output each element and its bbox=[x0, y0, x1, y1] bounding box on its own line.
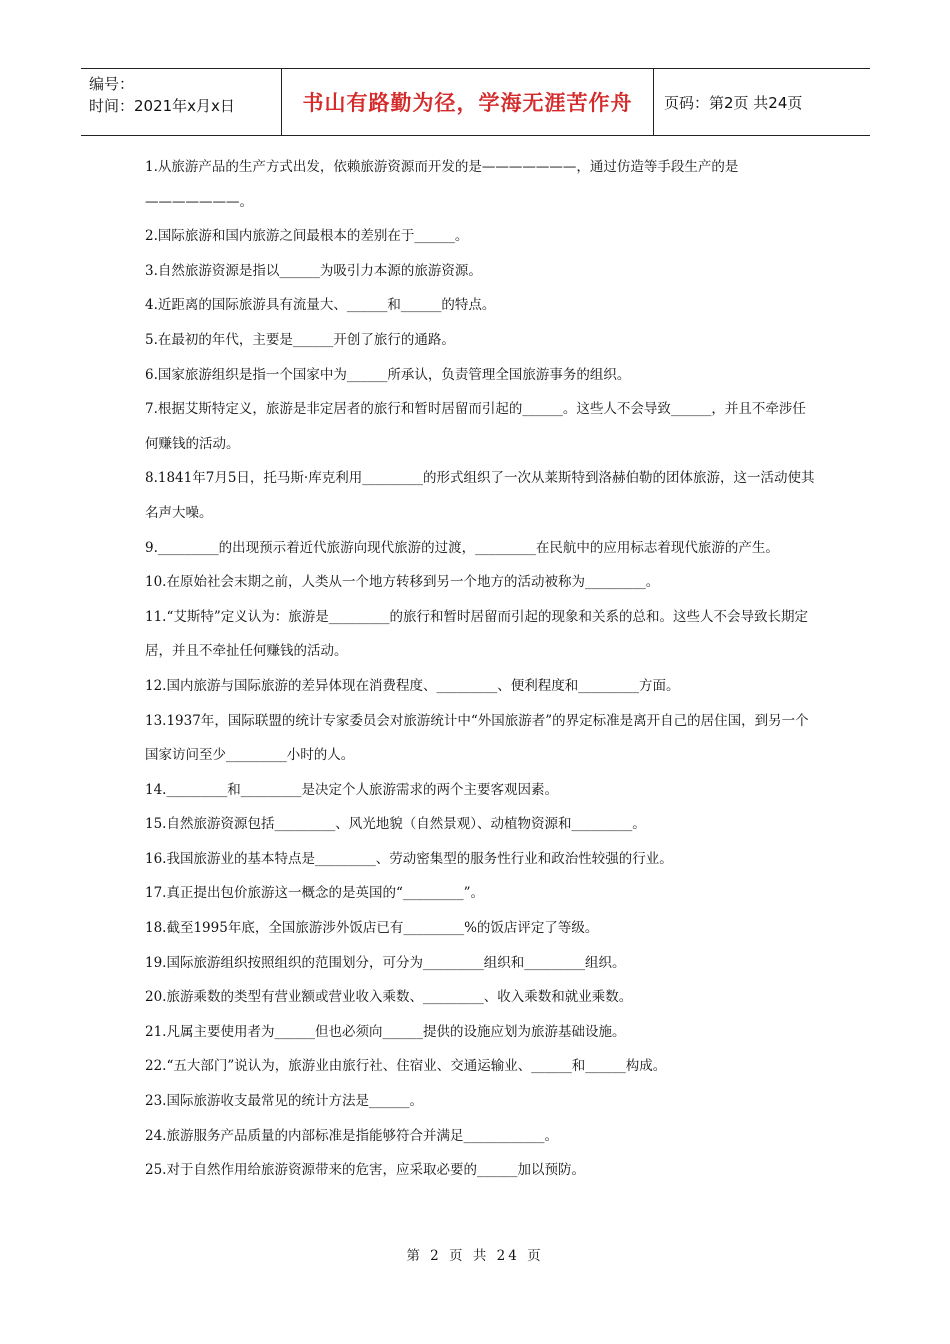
question-item: 21.凡属主要使用者为______但也必须向______提供的设施应划为旅游基础设施。 bbox=[145, 1023, 626, 1040]
document-code-label: 编号： bbox=[89, 75, 135, 93]
question-item: 5.在最初的年代，主要是______开创了旅行的通路。 bbox=[145, 331, 455, 348]
question-item: 6.国家旅游组织是指一个国家中为______所承认，负责管理全国旅游事务的组织。 bbox=[145, 366, 631, 383]
header-motto: 书山有路勤为径，学海无涯苦作舟 bbox=[282, 69, 654, 135]
question-item: 19.国际旅游组织按照组织的范围划分，可分为_________组织和_________组织。 bbox=[145, 954, 626, 971]
question-item: 7.根据艾斯特定义，旅游是非定居者的旅行和暂时居留而引起的______。这些人不会导致______，并且不牵涉任何赚钱的活动。 bbox=[145, 401, 806, 452]
question-item: 13.1937年，国际联盟的统计专家委员会对旅游统计中“外国旅游者”的界定标准是离开自己的居住国，到另一个国家访问至少_________小时的人。 bbox=[145, 712, 809, 764]
question-item: 9._________的出现预示着近代旅游向现代旅游的过渡，_________在民航中的应用标志着现代旅游的产生。 bbox=[145, 539, 779, 556]
question-item: 11.“艾斯特”定义认为：旅游是_________的旅行和暂时居留而引起的现象和关系的总和。这些人不会导致长期定居，并且不牵扯任何赚钱的活动。 bbox=[145, 608, 809, 660]
header-page-info: 页码：第2页 共24页 bbox=[664, 93, 803, 112]
question-item: 25.对于自然作用给旅游资源带来的危害，应采取必要的______加以预防。 bbox=[145, 1162, 585, 1179]
question-item: 18.截至1995年底，全国旅游涉外饭店已有_________%的饭店评定了等级。 bbox=[145, 920, 599, 937]
question-item: 14._________和_________是决定个人旅游需求的两个主要客观因素。 bbox=[145, 781, 558, 798]
document-header bbox=[81, 68, 870, 136]
question-item: 2.国际旅游和国内旅游之间最根本的差别在于______。 bbox=[145, 228, 469, 245]
question-item: 4.近距离的国际旅游具有流量大、______和______的特点。 bbox=[145, 297, 496, 314]
header-meta-cell bbox=[81, 69, 282, 135]
document-time-label: 时间：2021年x月x日 bbox=[89, 97, 235, 115]
question-item: 17.真正提出包价旅游这一概念的是英国的“_________”。 bbox=[145, 885, 485, 902]
question-item: 20.旅游乘数的类型有营业额或营业收入乘数、_________、收入乘数和就业乘数。 bbox=[145, 989, 633, 1006]
question-item: 3.自然旅游资源是指以______为吸引力本源的旅游资源。 bbox=[145, 262, 482, 279]
question-item: 8.1841年7月5日，托马斯·库克利用_________的形式组织了一次从莱斯特到洛赫伯勒的团体旅游，这一活动使其名声大噪。 bbox=[145, 470, 815, 521]
question-item: 16.我国旅游业的基本特点是_________、劳动密集型的服务性行业和政治性较强的行业。 bbox=[145, 850, 673, 867]
question-item: 10.在原始社会末期之前，人类从一个地方转移到另一个地方的活动被称为_________。 bbox=[145, 574, 660, 591]
question-item: 12.国内旅游与国际旅游的差异体现在消费程度、_________、便利程度和_________方面。 bbox=[145, 677, 680, 694]
page-footer: 第 2 页 共 24 页 bbox=[406, 1248, 544, 1264]
question-item: 23.国际旅游收支最常见的统计方法是______。 bbox=[145, 1093, 423, 1110]
question-item: 15.自然旅游资源包括_________、风光地貌（自然景观）、动植物资源和_________。 bbox=[145, 816, 646, 833]
question-item: 1.从旅游产品的生产方式出发，依赖旅游资源而开发的是———————，通过仿造等手段生产的是———————。 bbox=[145, 159, 739, 210]
question-list bbox=[145, 150, 817, 1188]
question-item: 22.“五大部门”说认为，旅游业由旅行社、住宿业、交通运输业、______和______构成。 bbox=[145, 1058, 667, 1075]
question-item: 24.旅游服务产品质量的内部标准是指能够符合并满足____________。 bbox=[145, 1127, 558, 1144]
